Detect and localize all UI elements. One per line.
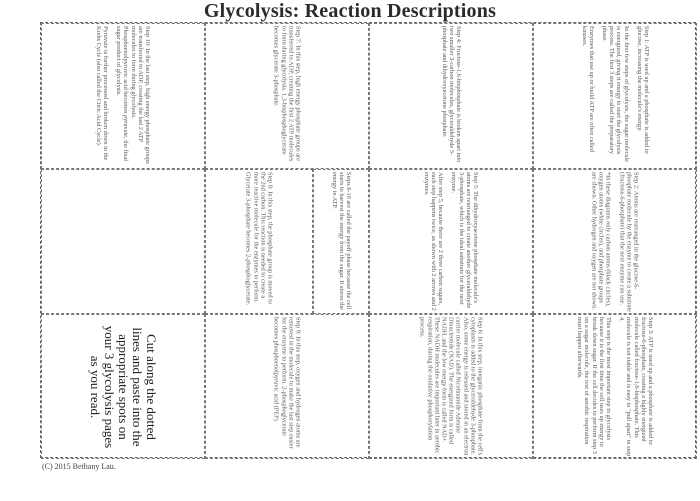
card-text: Step 4: Fructose-1,6-bisphosphate is broken apart into two smaller 3-carbon molecules, glyceraldehyde 3-phosphate and dihydroxyacetone phosphate. bbox=[440, 26, 462, 163]
card-payoff-phase bbox=[313, 169, 369, 314]
card-step-2 bbox=[533, 169, 697, 314]
card-text: Steps 6-10 are called the payoff phase because the cell starts to harvest the energy from the sugar. It stores the energy in ATP. bbox=[330, 171, 352, 310]
card-text: Step 2: Atoms are rearranged in the glucose-6-phosphate molecule by the enzyme to create a substrate (fructose-6-phosphate) that the next enzyme can use. bbox=[618, 171, 640, 312]
card-step-7 bbox=[205, 23, 369, 169]
card-step-10 bbox=[41, 23, 205, 169]
card-text: Step 5: The dihydroxyacetone phosphate molecule's atoms are rearranged to create another glyceraldehyde 3-phosphate, which is the ideal substrate for the next enzyme. bbox=[450, 171, 480, 308]
card-step-8 bbox=[205, 169, 313, 314]
card-text: Step 7: In this step, high energy phosphate groups are transferred to ADP, creating the first 2 ATP molecules to form during glycolysis. 1,3-bisphosphoglycerate becomes glycerate 3-phosphate. bbox=[272, 26, 302, 162]
card-text: Step 10: In the last step, high energy phosphate groups are transferred to ADP, creating the last 2 ATP molecules to form during glycolysis. Phosphoenolpyruvic acid becomes pyruvate, the final sugar product of glycolysis. bbox=[115, 26, 152, 164]
cut-instructions: Cut along the dotted lines and paste into the appropriate spots on your 3 glycolysis pages as you read. bbox=[88, 325, 159, 448]
card-blank bbox=[41, 169, 205, 314]
card-text: This step is the most important step in glycolysis because it is the first time the cell uses up energy to break down sugar. If the cell decides to perform step 3 on a sugar molecule, the rest of aerobic respiration must happen afterwards. bbox=[576, 316, 612, 454]
card-text: Step 6: In this step, inorganic phosphate from the cell's cytoplasm is added to the glyceraldehyde 3-phosphate. Also, some energy is released and stored in an electron carrier molecule called Nicotinamide Adenine Dinucleotide (NAD). The energized form is called NADH, and the low energy form is called NAD+. These NADH molecules are important later in aerobic respiration, during the oxidative phosphorylation process. bbox=[418, 316, 484, 455]
card-text: After step 5, because there are 2 three carbon sugars, each step happens twice, as shown with 2 arrows and 2 enzymes. bbox=[422, 171, 445, 311]
card-text: Enzymes that use up or build ATP are often called kinases. bbox=[580, 26, 595, 152]
card-text: *In these diagrams only carbon atoms (black circles), oxygen atoms (white circles), and phosphate groups are shown. Other hydrogen and oxygen are not shown. bbox=[590, 171, 612, 310]
card-text: Step 8: In this step, the phosphate group is moved to the 2nd carbon. This reaction is needed to create a more reactive molecule for the enzymes to perform. Glycerate 3-phosphate becomes 2-phosphoglycerate. bbox=[244, 171, 274, 305]
cutout-grid bbox=[40, 22, 696, 458]
card-text: Step 3: ATP is used up and a phosphate is added to fructose-6-phosphate, creating a highly energized molecule called fructose-1,6-bisphosphate. This molecule is not stable and is easy to "pull apart" in step 4. bbox=[618, 316, 655, 456]
card-step-1 bbox=[533, 23, 697, 169]
cut-instructions-card bbox=[41, 314, 205, 459]
card-text: Step 1: ATP is used up and a phosphate is added to glucose, increasing the molecule's energy. bbox=[635, 26, 650, 154]
card-step-9 bbox=[205, 314, 369, 459]
card-step-5 bbox=[369, 169, 533, 314]
card-step-3 bbox=[533, 314, 697, 459]
card-step-4 bbox=[369, 23, 533, 169]
page-title: Glycolysis: Reaction Descriptions bbox=[203, 0, 497, 22]
card-step-6 bbox=[369, 314, 533, 459]
card-text: Step 9: In this step, oxygen and hydrogen atoms are removed in the molecule to make the last step easier for the enzyme to perform. 2-phosphoglycerate becomes phosphoenolpyruvic acid (PEP). bbox=[272, 316, 302, 449]
card-text: Pyruvate is further processed and broken down in the Krebs Cycle (also called the Citric Acid Cycle). bbox=[94, 26, 110, 161]
card-text: In the first few steps of glycolysis, the sugar molecule is energized, giving it energy to start the glycolysis process. The first 3 steps are called the preparatory phase. bbox=[600, 26, 630, 163]
copyright: (C) 2015 Bethany Lau. bbox=[42, 462, 116, 471]
